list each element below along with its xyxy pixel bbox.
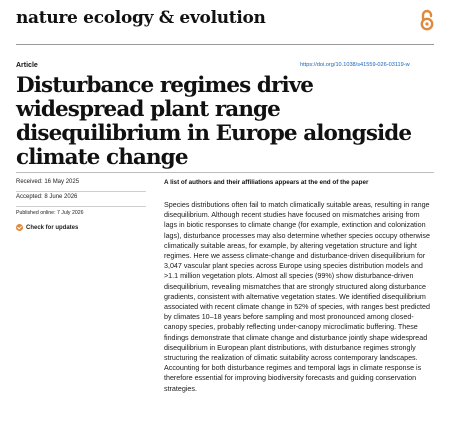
check-for-updates-button[interactable] bbox=[16, 224, 78, 231]
open-access-lock-icon[interactable] bbox=[419, 8, 435, 32]
title-divider bbox=[16, 172, 434, 173]
journal-name: nature ecology & evolution bbox=[16, 8, 266, 28]
header-divider bbox=[16, 44, 434, 45]
article-type: Article bbox=[16, 62, 38, 69]
authors-note: A list of authors and their affiliations appears at the end of the paper bbox=[164, 179, 369, 186]
check-for-updates-icon bbox=[16, 224, 23, 231]
article-title: Disturbance regimes drive widespread plant range disequilibrium in Europe alongside climate change bbox=[16, 73, 412, 170]
received-date: Received: 16 May 2025 bbox=[16, 179, 146, 192]
published-date: Published online: 7 July 2026 bbox=[16, 210, 84, 216]
check-for-updates-label: Check for updates bbox=[26, 224, 79, 231]
doi-link[interactable]: https://doi.org/10.1038/s41559-026-03119-w bbox=[300, 62, 410, 68]
accepted-date: Accepted: 8 June 2026 bbox=[16, 194, 146, 207]
abstract: Species distributions often fail to match climatically suitable areas, resulting in range disequilibrium. Although recent studies have focused on mismatches arising from lags in biotic responses to climate change (for example, extinction and colonization lags), disturbance processes may also determine whether species occupy otherwise climatically suitable areas, for example, by altering vegetation structure and light regimes. Here we assess climate-change and disturbance-driven disequilibrium for 3,047 vascular plant species across Europe using species distribution models and >1.1 million vegetation plots. Almost all species (99%) show disturbance-driven disequilibrium, revealing mismatches that are strongly structured along disturbance gradients, consistent with alternative vegetation states. We identified disequilibrium associated with recent climate change in 52% of species, with ranges best predicted by climates 10–18 years before sampling and most pronounced among closed-canopy species, probably reflecting under-canopy microclimatic buffering. These findings demonstrate that climate change and disturbance jointly shape widespread disequilibrium in European plant distributions, with disturbance regimes strongly structuring the realization of climatic suitability across contemporary landscapes. Accounting for both disturbance regimes and temporal lags in climate response is therefore essential for improving biodiversity forecasts and guiding conservation strategies. bbox=[164, 201, 430, 393]
